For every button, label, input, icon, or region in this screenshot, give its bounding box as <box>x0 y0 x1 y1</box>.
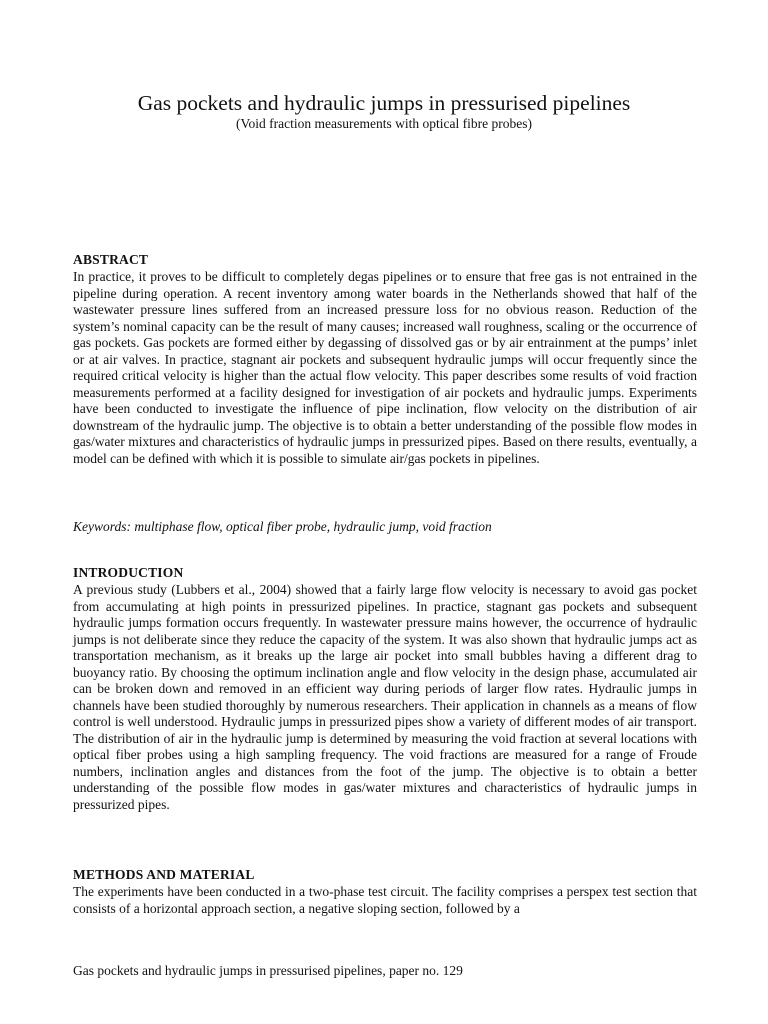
introduction-heading: INTRODUCTION <box>73 565 184 580</box>
methods-heading: METHODS AND MATERIAL <box>73 867 255 882</box>
page-footer: Gas pockets and hydraulic jumps in pressurised pipelines, paper no. 129 <box>73 963 463 978</box>
paper-subtitle: (Void fraction measurements with optical fibre probes) <box>236 116 532 131</box>
introduction-paragraph: A previous study (Lubbers et al., 2004) showed that a fairly large flow velocity is necessary to avoid gas pocket from accumulating at high points in pressurized pipelines. In practice, stagnant gas pockets and subsequent hydraulic jumps formation occurs frequently. In wastewater pressure mains however, the occurrence of hydraulic jumps is not deliberate since they reduce the capacity of the system. It was also shown that hydraulic jumps act as transportation mechanism, as it breaks up the large air pocket into small bubbles having a different drag to buoyancy ratio. By choosing the optimum inclination angle and flow velocity in the design phase, accumulated air can be broken down and removed in an efficient way during periods of larger flow rates. Hydraulic jumps in channels have been studied thoroughly by numerous researchers. Their application in channels as a means of flow control is well understood. Hydraulic jumps in pressurized pipes show a variety of different modes of air transport. The distribution of air in the hydraulic jump is determined by measuring the void fraction at several locations with optical fiber probes using a high sampling frequency. The void fractions are measured for a range of Froude numbers, inclination angles and distances from the foot of the jump. The objective is to obtain a better understanding of the possible flow modes in gas/water mixtures and characteristics of hydraulic jumps in pressurized pipes. <box>73 582 697 812</box>
methods-paragraph: The experiments have been conducted in a two-phase test circuit. The facility comprises a perspex test section that consists of a horizontal approach section, a negative sloping section, followed by a <box>73 884 697 916</box>
abstract-heading: ABSTRACT <box>73 252 149 267</box>
paper-title: Gas pockets and hydraulic jumps in pressurised pipelines <box>137 91 631 115</box>
keywords-line: Keywords: multiphase flow, optical fiber probe, hydraulic jump, void fraction <box>73 519 492 534</box>
abstract-paragraph: In practice, it proves to be difficult to completely degas pipelines or to ensure that free gas is not entrained in the pipeline during operation. A recent inventory among water boards in the Netherlands showed that half of the wastewater pressure lines suffered from an increased pressure loss for no obvious reason. Reduction of the system’s nominal capacity can be the result of many causes; increased wall roughness, scaling or the occurrence of gas pockets. Gas pockets are formed either by degassing of dissolved gas or by air entrainment at the pumps’ inlet or at air valves. In practice, stagnant air pockets and subsequent hydraulic jumps will occur frequently since the required critical velocity is higher than the actual flow velocity. This paper describes some results of void fraction measurements performed at a facility designed for investigation of air pockets and hydraulic jumps. Experiments have been conducted to investigate the influence of pipe inclination, flow velocity on the distribution of air downstream of the hydraulic jump. The objective is to obtain a better understanding of the possible flow modes in gas/water mixtures and characteristics of hydraulic jumps in pressurized pipes. Based on there results, eventually, a model can be defined with which it is possible to simulate air/gas pockets in pipelines. <box>73 269 697 466</box>
